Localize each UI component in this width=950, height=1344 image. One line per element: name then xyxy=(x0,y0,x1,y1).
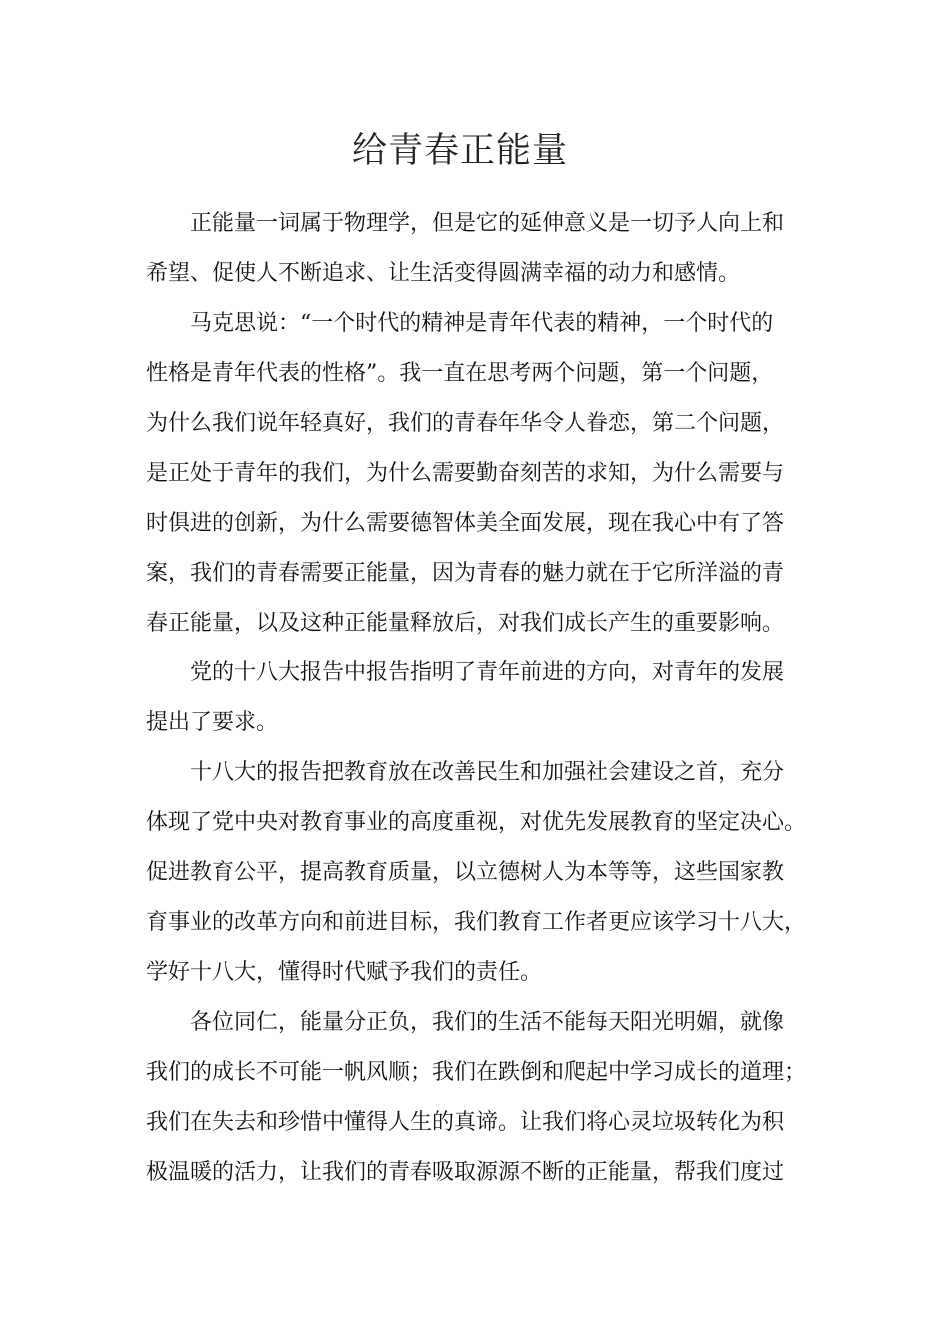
paragraph-line: 我们的成长不可能一帆风顺；我们在跌倒和爬起中学习成长的道理； xyxy=(146,1060,807,1085)
paragraph-line: 春正能量，以及这种正能量释放后，对我们成长产生的重要影响。 xyxy=(146,611,785,636)
paragraph-line: 体现了党中央对教育事业的高度重视，对优先发展教育的坚定决心。 xyxy=(146,810,807,835)
paragraph-line: 性格是青年代表的性格”。我一直在思考两个问题，第一个问题， xyxy=(146,361,774,386)
paragraph-line: 各位同仁，能量分正负，我们的生活不能每天阳光明媚，就像 xyxy=(190,1010,785,1035)
paragraph-line: 学好十八大，懂得时代赋予我们的责任。 xyxy=(146,960,543,985)
paragraph-line: 极温暖的活力，让我们的青春吸取源源不断的正能量，帮我们度过 xyxy=(146,1160,785,1185)
paragraph-line: 为什么我们说年轻真好，我们的青春年华令人眷恋，第二个问题， xyxy=(146,411,785,436)
paragraph-2 xyxy=(146,299,826,649)
paragraph-line: 提出了要求。 xyxy=(146,710,279,735)
paragraph-line: 希望、促使人不断追求、让生活变得圆满幸福的动力和感情。 xyxy=(146,261,741,286)
paragraph-line: 十八大的报告把教育放在改善民生和加强社会建设之首，充分 xyxy=(190,760,785,785)
paragraph-1 xyxy=(146,199,826,299)
paragraph-4 xyxy=(146,748,826,998)
paragraph-line: 正能量一词属于物理学，但是它的延伸意义是一切予人向上和 xyxy=(190,211,785,236)
paragraph-5 xyxy=(146,998,826,1198)
paragraph-line: 促进教育公平，提高教育质量，以立德树人为本等等，这些国家教 xyxy=(146,860,785,885)
paragraph-line: 党的十八大报告中报告指明了青年前进的方向，对青年的发展 xyxy=(190,660,785,685)
document-title: 给青春正能量 xyxy=(351,131,568,171)
paragraph-line: 马克思说：“一个时代的精神是青年代表的精神，一个时代的 xyxy=(190,311,774,336)
paragraph-line: 案，我们的青春需要正能量，因为青春的魅力就在于它所洋溢的青 xyxy=(146,561,785,586)
paragraph-line: 育事业的改革方向和前进目标，我们教育工作者更应该学习十八大， xyxy=(146,910,807,935)
paragraph-3 xyxy=(146,648,826,748)
paragraph-line: 是正处于青年的我们，为什么需要勤奋刻苦的求知，为什么需要与 xyxy=(146,461,785,486)
paragraph-line: 时俱进的创新，为什么需要德智体美全面发展，现在我心中有了答 xyxy=(146,511,785,536)
paragraph-line: 我们在失去和珍惜中懂得人生的真谛。让我们将心灵垃圾转化为积 xyxy=(146,1110,785,1135)
